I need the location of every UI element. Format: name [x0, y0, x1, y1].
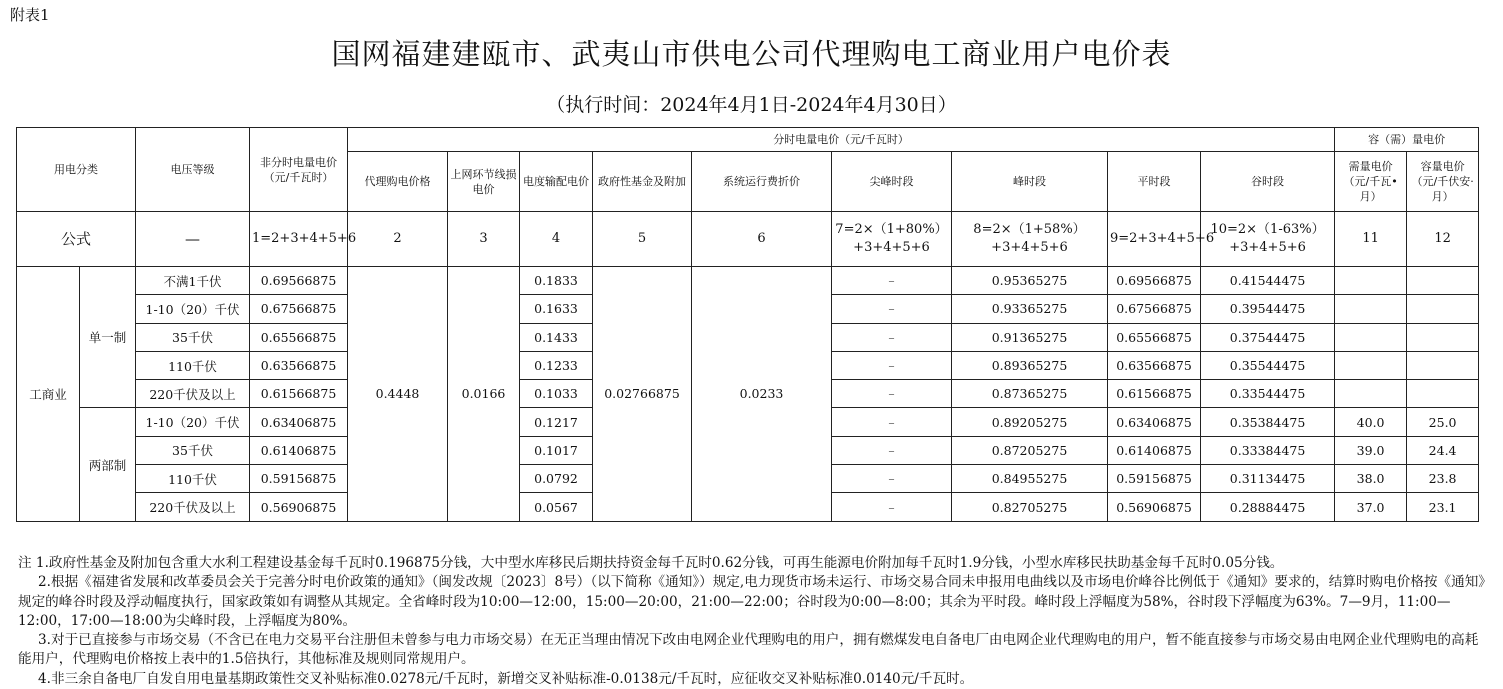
- formula-transmission: 4: [520, 212, 593, 267]
- formula-capacity: 12: [1407, 212, 1479, 267]
- voltage-cell: 1-10（20）千伏: [136, 295, 250, 323]
- capacity-price-cell: [1407, 351, 1479, 379]
- sharp-peak-cell: –: [832, 351, 952, 379]
- valley-price-cell: 0.31134475: [1201, 465, 1335, 493]
- formula-gov-fund: 5: [593, 212, 692, 267]
- flat-price-cell: 0.59156875: [1108, 465, 1201, 493]
- transmission-price-cell: 0.1217: [520, 408, 593, 436]
- valley-price-cell: 0.35384475: [1201, 408, 1335, 436]
- valley-price-cell: 0.41544475: [1201, 267, 1335, 295]
- flat-price-cell: 0.61406875: [1108, 436, 1201, 464]
- category-cell: 工商业: [17, 267, 80, 522]
- header-sharp-peak: 尖峰时段: [832, 152, 952, 212]
- capacity-price-cell: 24.4: [1407, 436, 1479, 464]
- non-tou-price-cell: 0.69566875: [250, 267, 348, 295]
- header-demand: 需量电价（元/千瓦•月）: [1335, 152, 1407, 212]
- non-tou-price-cell: 0.63566875: [250, 351, 348, 379]
- peak-price-cell: 0.89365275: [952, 351, 1108, 379]
- formula-row: [17, 212, 1479, 267]
- sharp-peak-cell: –: [832, 380, 952, 408]
- valley-price-cell: 0.39544475: [1201, 295, 1335, 323]
- formula-loss-price: 3: [448, 212, 520, 267]
- tariff-type-cell: 两部制: [80, 408, 136, 521]
- demand-price-cell: 40.0: [1335, 408, 1407, 436]
- capacity-price-cell: 23.8: [1407, 465, 1479, 493]
- voltage-cell: 1-10（20）千伏: [136, 408, 250, 436]
- capacity-price-cell: [1407, 267, 1479, 295]
- formula-valley: 10=2×（1-63%）+3+4+5+6: [1201, 212, 1335, 267]
- header-tou-group: 分时电量电价（元/千瓦时）: [348, 128, 1335, 152]
- demand-price-cell: [1335, 380, 1407, 408]
- agent-price-cell: 0.4448: [348, 267, 448, 522]
- flat-price-cell: 0.56906875: [1108, 493, 1201, 521]
- formula-sharp-peak: 7=2×（1+80%）+3+4+5+6: [832, 212, 952, 267]
- peak-price-cell: 0.93365275: [952, 295, 1108, 323]
- formula-agent-price: 2: [348, 212, 448, 267]
- header-voltage: 电压等级: [136, 128, 250, 212]
- voltage-cell: 35千伏: [136, 436, 250, 464]
- peak-price-cell: 0.82705275: [952, 493, 1108, 521]
- transmission-price-cell: 0.0792: [520, 465, 593, 493]
- price-table: [16, 127, 1479, 522]
- notes: [18, 554, 1488, 689]
- header-flat: 平时段: [1108, 152, 1201, 212]
- transmission-price-cell: 0.1017: [520, 436, 593, 464]
- peak-price-cell: 0.87365275: [952, 380, 1108, 408]
- header-capacity: 容量电价（元/千伏安·月）: [1407, 152, 1479, 212]
- voltage-cell: 110千伏: [136, 351, 250, 379]
- valley-price-cell: 0.28884475: [1201, 493, 1335, 521]
- demand-price-cell: 37.0: [1335, 493, 1407, 521]
- sharp-peak-cell: –: [832, 408, 952, 436]
- tariff-type-cell: 单一制: [80, 267, 136, 408]
- header-system-cost: 系统运行费折价: [692, 152, 832, 212]
- demand-price-cell: 39.0: [1335, 436, 1407, 464]
- transmission-price-cell: 0.1833: [520, 267, 593, 295]
- formula-demand: 11: [1335, 212, 1407, 267]
- capacity-price-cell: 23.1: [1407, 493, 1479, 521]
- voltage-cell: 220千伏及以上: [136, 493, 250, 521]
- flat-price-cell: 0.67566875: [1108, 295, 1201, 323]
- voltage-cell: 110千伏: [136, 465, 250, 493]
- transmission-price-cell: 0.1433: [520, 323, 593, 351]
- peak-price-cell: 0.87205275: [952, 436, 1108, 464]
- header-agent-price: 代理购电价格: [348, 152, 448, 212]
- formula-non-tou: 1=2+3+4+5+6: [250, 212, 348, 267]
- non-tou-price-cell: 0.61566875: [250, 380, 348, 408]
- sharp-peak-cell: –: [832, 493, 952, 521]
- transmission-price-cell: 0.1033: [520, 380, 593, 408]
- demand-price-cell: [1335, 323, 1407, 351]
- formula-flat: 9=2+3+4+5+6: [1108, 212, 1201, 267]
- non-tou-price-cell: 0.59156875: [250, 465, 348, 493]
- non-tou-price-cell: 0.67566875: [250, 295, 348, 323]
- valley-price-cell: 0.33544475: [1201, 380, 1335, 408]
- voltage-cell: 220千伏及以上: [136, 380, 250, 408]
- appendix-label: 附表1: [10, 6, 50, 24]
- non-tou-price-cell: 0.61406875: [250, 436, 348, 464]
- sharp-peak-cell: –: [832, 267, 952, 295]
- header-transmission: 电度输配电价: [520, 152, 593, 212]
- peak-price-cell: 0.89205275: [952, 408, 1108, 436]
- note-1: 注 1.政府性基金及附加包含重大水利工程建设基金每千瓦时0.196875分钱，大中型水库移民后期扶持资金每千瓦时0.62分钱，可再生能源电价附加每千瓦时1.9分钱，小型水库移民扶助基金每千瓦时0.05分钱。: [18, 555, 1284, 571]
- sharp-peak-cell: –: [832, 295, 952, 323]
- transmission-price-cell: 0.1233: [520, 351, 593, 379]
- flat-price-cell: 0.65566875: [1108, 323, 1201, 351]
- non-tou-price-cell: 0.56906875: [250, 493, 348, 521]
- header-capacity-group: 容（需）量电价: [1335, 128, 1479, 152]
- valley-price-cell: 0.33384475: [1201, 436, 1335, 464]
- demand-price-cell: [1335, 295, 1407, 323]
- valley-price-cell: 0.35544475: [1201, 351, 1335, 379]
- header-peak: 峰时段: [952, 152, 1108, 212]
- header-gov-fund: 政府性基金及附加: [593, 152, 692, 212]
- capacity-price-cell: [1407, 295, 1479, 323]
- sharp-peak-cell: –: [832, 436, 952, 464]
- transmission-price-cell: 0.0567: [520, 493, 593, 521]
- non-tou-price-cell: 0.63406875: [250, 408, 348, 436]
- sharp-peak-cell: –: [832, 323, 952, 351]
- formula-label: 公式: [17, 212, 136, 267]
- header-loss-price: 上网环节线损电价: [448, 152, 520, 212]
- gov-fund-cell: 0.02766875: [593, 267, 692, 522]
- header-category: 用电分类: [17, 128, 136, 212]
- demand-price-cell: [1335, 351, 1407, 379]
- loss-price-cell: 0.0166: [448, 267, 520, 522]
- table-row: [17, 267, 1479, 295]
- note-2: 2.根据《福建省发展和改革委员会关于完善分时电价政策的通知》（闽发改规〔2023〕8号）（以下简称《通知》）规定,电力现货市场未运行、市场交易合同未申报用电曲线以及市场电价峰谷比例低于《通知》要求的，结算时购电价格按《通知》规定的峰谷时段及浮动幅度执行，国家政策如有调整从其规定。全省峰时段为10:00—12:00，15:00—20:00，21:00—22:00；谷时段为0:00—8:00；其余为平时段。峰时段上浮幅度为58%，谷时段下浮幅度为63%。7—9月，11:00—12:00，17:00—18:00为尖峰时段，上浮幅度为80%。: [18, 574, 1486, 629]
- capacity-price-cell: 25.0: [1407, 408, 1479, 436]
- flat-price-cell: 0.69566875: [1108, 267, 1201, 295]
- demand-price-cell: [1335, 267, 1407, 295]
- capacity-price-cell: [1407, 323, 1479, 351]
- voltage-cell: 35千伏: [136, 323, 250, 351]
- formula-system-cost: 6: [692, 212, 832, 267]
- formula-voltage: —: [136, 212, 250, 267]
- flat-price-cell: 0.61566875: [1108, 380, 1201, 408]
- transmission-price-cell: 0.1633: [520, 295, 593, 323]
- note-3: 3.对于已直接参与市场交易（不含已在电力交易平台注册但未曾参与电力市场交易）在无正当理由情况下改由电网企业代理购电的用户，拥有燃煤发电自备电厂由电网企业代理购电的用户，暂不能直接参与市场交易由电网企业代理购电的高耗能用户，代理购电价格按上表中的1.5倍执行，其他标准及规则同常规用户。: [18, 632, 1479, 668]
- flat-price-cell: 0.63406875: [1108, 408, 1201, 436]
- header-valley: 谷时段: [1201, 152, 1335, 212]
- system-cost-cell: 0.0233: [692, 267, 832, 522]
- formula-peak: 8=2×（1+58%）+3+4+5+6: [952, 212, 1108, 267]
- voltage-cell: 不满1千伏: [136, 267, 250, 295]
- note-4: 4.非三余自备电厂自发自用电量基期政策性交叉补贴标准0.0278元/千瓦时，新增交叉补贴标准-0.0138元/千瓦时，应征收交叉补贴标准0.0140元/千瓦时。: [38, 670, 974, 687]
- capacity-price-cell: [1407, 380, 1479, 408]
- flat-price-cell: 0.63566875: [1108, 351, 1201, 379]
- page-title: 国网福建建瓯市、武夷山市供电公司代理购电工商业用户电价表: [331, 37, 1172, 71]
- demand-price-cell: 38.0: [1335, 465, 1407, 493]
- peak-price-cell: 0.95365275: [952, 267, 1108, 295]
- sharp-peak-cell: –: [832, 465, 952, 493]
- non-tou-price-cell: 0.65566875: [250, 323, 348, 351]
- peak-price-cell: 0.84955275: [952, 465, 1108, 493]
- valley-price-cell: 0.37544475: [1201, 323, 1335, 351]
- peak-price-cell: 0.91365275: [952, 323, 1108, 351]
- header-non-tou: 非分时电量电价（元/千瓦时）: [250, 128, 348, 212]
- effective-period: （执行时间：2024年4月1日-2024年4月30日）: [546, 94, 957, 116]
